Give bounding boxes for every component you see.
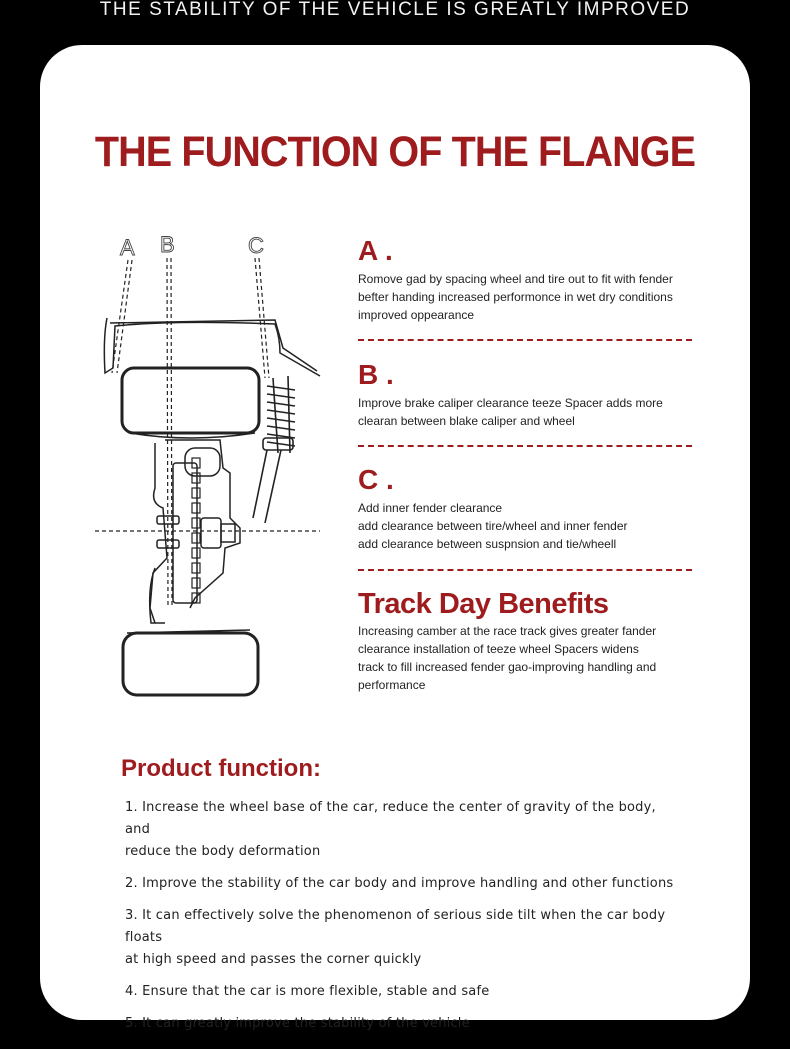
list-item-line: at high speed and passes the corner quickly: [125, 952, 422, 967]
section-c-heading: C .: [358, 464, 394, 495]
page-title: THE FUNCTION OF THE FLANGE: [94, 128, 696, 176]
product-function-list: [125, 797, 685, 1045]
section-b-line: clearan between blake caliper and wheel: [358, 414, 575, 428]
section-a-text: [358, 270, 698, 324]
list-item-line: 2. Improve the stability of the car body and improve handling and other functions: [125, 876, 674, 891]
section-a-line: Romove gad by spacing wheel and tire out to fit with fender: [358, 272, 673, 286]
section-b: [358, 360, 698, 430]
list-item-line: reduce the body deformation: [125, 844, 321, 859]
track-day-line: clearance installation of teeze wheel Spacers widens: [358, 642, 639, 656]
section-b-heading: B .: [358, 359, 394, 390]
list-item: [125, 797, 685, 863]
track-day-line: performance: [358, 678, 426, 692]
flange-diagram: [95, 228, 325, 708]
list-item: [125, 981, 685, 1003]
section-a: [358, 236, 698, 324]
section-c-line: Add inner fender clearance: [358, 501, 503, 515]
product-function-title: Product function:: [121, 755, 321, 782]
section-track-day: [358, 588, 698, 694]
list-item-line: 3. It can effectively solve the phenomenon of serious side tilt when the car body floats: [125, 908, 666, 945]
divider: [358, 445, 692, 447]
diagram-label-c: C: [248, 233, 264, 258]
section-b-line: Improve brake caliper clearance teeze Spacer adds more: [358, 396, 663, 410]
track-day-line: Increasing camber at the race track gives greater fander: [358, 624, 657, 638]
track-day-text: [358, 622, 698, 694]
divider: [358, 339, 692, 341]
diagram-label-a: A: [120, 235, 135, 260]
diagram-label-b: B: [160, 232, 175, 257]
section-a-heading: A .: [358, 235, 393, 266]
section-c-text: [358, 499, 698, 553]
section-b-text: [358, 394, 698, 430]
list-item-line: 4. Ensure that the car is more flexible, stable and safe: [125, 984, 490, 999]
list-item-line: 5. It can greatly improve the stability of the vehicle: [125, 1016, 470, 1031]
list-item: [125, 905, 685, 971]
section-c: [358, 465, 698, 553]
section-a-line: improved oppearance: [358, 308, 475, 322]
list-item: [125, 1013, 685, 1035]
list-item-line: 1. Increase the wheel base of the car, reduce the center of gravity of the body, and: [125, 800, 656, 837]
divider: [358, 569, 692, 571]
section-c-line: add clearance between suspnsion and tie/wheell: [358, 537, 617, 551]
section-c-line: add clearance between tire/wheel and inner fender: [358, 519, 628, 533]
list-item: [125, 873, 685, 895]
track-day-line: track to fill increased fender gao-improving handling and: [358, 660, 657, 674]
track-day-heading: Track Day Benefits: [358, 588, 609, 620]
top-banner: THE STABILITY OF THE VEHICLE IS GREATLY IMPROVED: [99, 0, 691, 20]
section-a-line: befter handing increased performonce in wet dry conditions: [358, 290, 673, 304]
